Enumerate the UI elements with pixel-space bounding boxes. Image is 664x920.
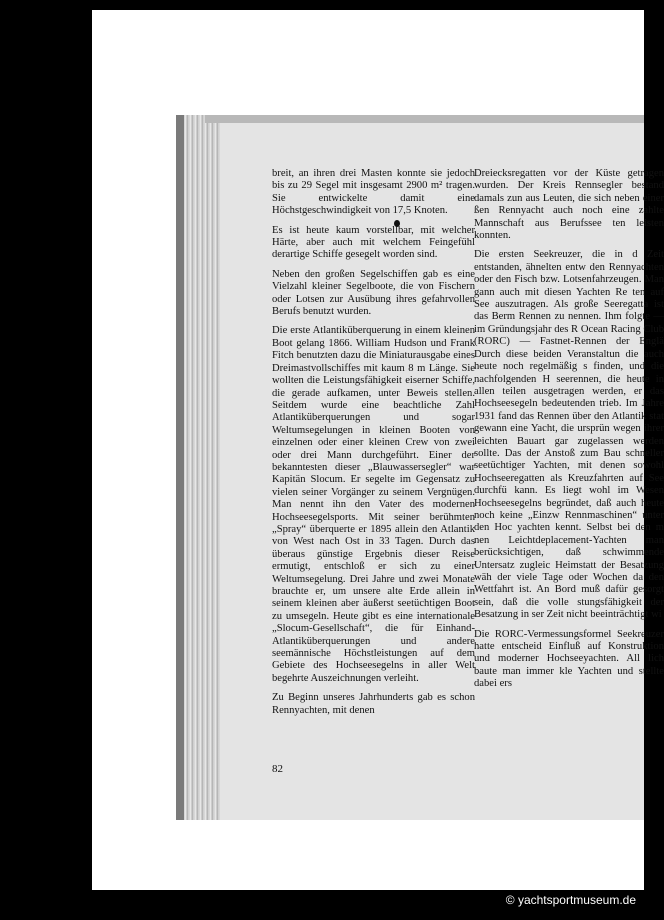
paragraph: Die RORC-Vermessungsformel Seekreuzer hatte entscheid Einfluß auf Konstruktion und moderner Hochseeyachten. All lich baute man immer kle Yachten und stellte dabei ers [474,628,664,690]
book-page [220,123,664,820]
paragraph: Die ersten Seekreuzer, die in d Zeit entstanden, ähnelten entw den Rennyachten oder den Fisch bzw. Lotsenfahrzeugen. Man gann auch mit diesen Yachten Re ten auf See auszutragen. Als große Seeregatta ist das Berm Rennen zu nennen. Ihm folgte — im Gründungsjahr des R Ocean Racing Club (RORC) — Fastnet-Rennen der Englä Durch diese beiden Veranstaltun die auch heute noch regelmäßig s finden, und die nachfolgenden H seerennen, die heute in allen teilen ausgetragen werden, er das Hochseesegeln bedeutenden trieb. Im Jahre 1931 fand das Rennen über den Atlantik stat gewann eine Yacht, die ursprün wegen ihrer leichten Bauart gar zugelassen werden sollte. Das der Anstoß zum Bau schneller seetüchtiger Yachten, mit denen sowohl Hochseeregatten als Kreuzfahrten auf See durchfü kann. Es liegt wohl im Wesen Hochseesegelns begründet, daß auch heute noch keine „Einzw Rennmaschinen“ unter den Hoc yachten kennt. Selbst bei den m nen Leichtdeplacement-Yachten man berücksichtigen, daß schwimmende Untersatz zugleic Heimstatt der Besatzung wäh der viele Tage oder Wochen da den Wettfahrt ist. An Bord muß dafür gesorgt sein, daß die volle stungsfähigkeit der Besatzung in ser Zeit nicht beeinträchtigt wi [474,249,664,621]
paragraph: Neben den großen Segelschiffen gab es eine Vielzahl kleiner Segelboote, die von Fischern oder Lotsen zur Ausübung ihres gefahrvollen Berufs benutzt wurden. [272,268,475,318]
page-top-edge [205,115,644,123]
paragraph: Es ist heute kaum vorstellbar, mit welcher Härte, aber auch mit welchem Feingefühl derartige Schiffe gesegelt worden sind. [272,224,475,261]
page-number: 82 [272,763,283,775]
paragraph: Die erste Atlantiküberquerung in einem kleinen Boot gelang 1866. William Hudson und Frank Fitch benutzten dazu die Miniaturausgabe eines Dreimastvollschiffes mit kaum 8 m Länge. Sie wollten die Leistungsfähigkeit eiserner Schiffe, die gerade aufkamen, unter Beweis stellen. Seitdem wurde eine beachtliche Zahl Atlantiküberquerungen und sogar Weltumsegelungen in kleinen Booten von einzelnen oder einer kleinen Crew von zwei oder drei Mann durchgeführt. Einer der bekanntesten dieser „Blauwassersegler“ war Kapitän Slocum. Er segelte im Gegensatz zu vielen seiner Vorgänger zu seinem Vergnügen. Man nennt ihn den Vater des modernen Hochseesegelsports. Mit seiner berühmten „Spray“ überquerte er 1895 allein den Atlantik von West nach Ost in 33 Tagen. Durch das überaus günstige Ergebnis dieser Reise ermutigt, entschloß er sich zu einer Weltumsegelung. Drei Jahre und zwei Monate brauchte er, um unsere alte Erde allein in seinem kleinen aber äußerst seetüchtigen Boot zu umsegeln. Heute gibt es eine internationale „Slocum-Gesellschaft“, die für Einhand-Atlantiküberquerungen und andere seemännische Höchstleistungen auf dem Gebiete des Hochseesegelns in aller Welt begehrte Auszeichnungen verleiht. [272,325,475,684]
left-text-column [272,168,475,724]
book-spine-shadow [176,115,184,820]
page-edges [184,115,220,820]
right-text-column [474,168,664,698]
paragraph: Dreiecksregatten vor der Küste getragen wurden. Der Kreis Rennsegler bestand damals zun aus Leuten, die sich neben einer ßen Rennyacht auch noch eine zahlte Mannschaft aus Berufssee ten leisten konnten. [474,168,664,242]
copyright-watermark: © yachtsportmuseum.de [505,893,636,907]
paragraph: Zu Beginn unseres Jahrhunderts gab es schon Rennyachten, mit denen [272,692,475,716]
paragraph: breit, an ihren drei Masten konnte sie jedoch bis zu 29 Segel mit insgesamt 2900 m² tragen. Sie entwickelte damit eine Höchstgeschwindigkeit von 17,5 Knoten. [272,168,475,217]
